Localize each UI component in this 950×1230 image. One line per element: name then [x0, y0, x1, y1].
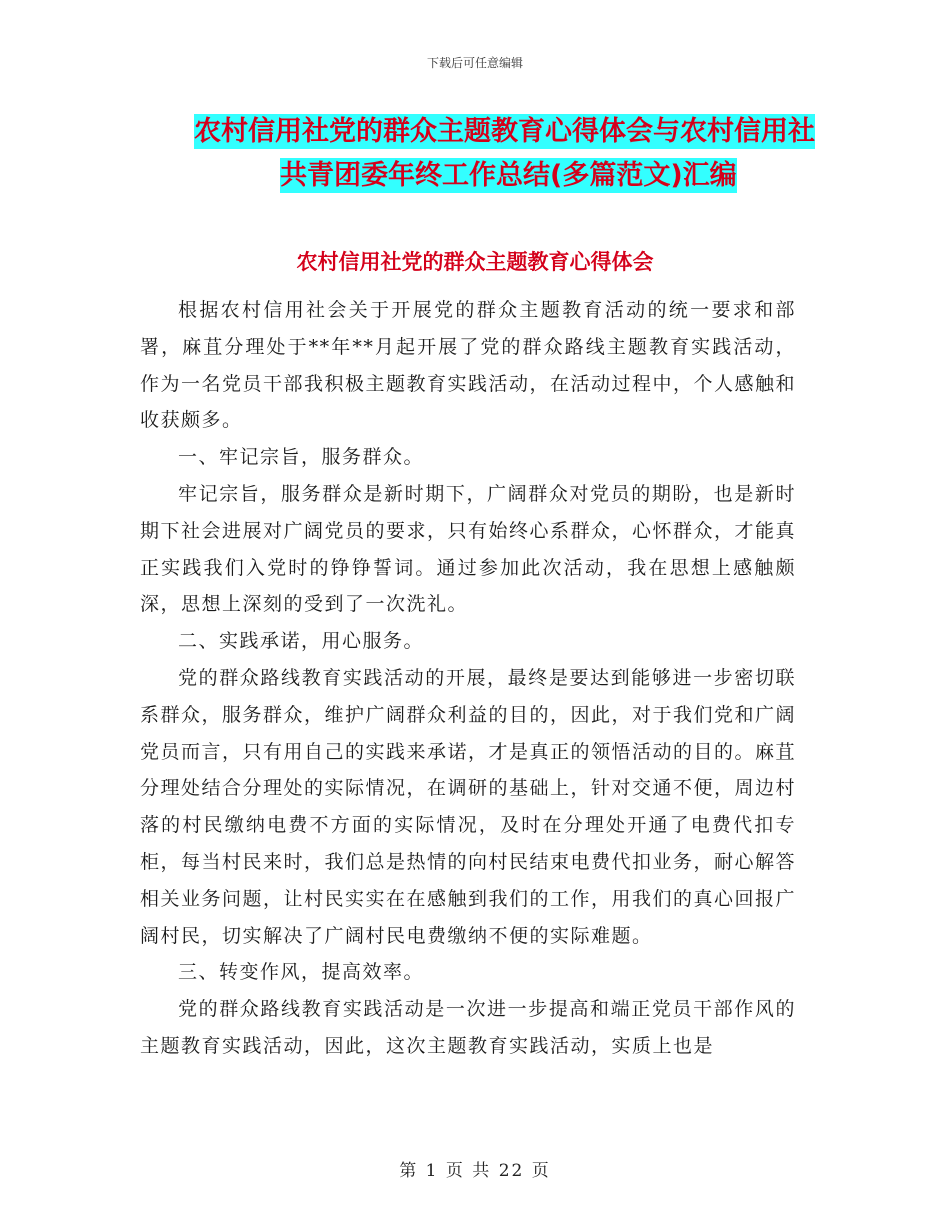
section-title: 农村信用社党的群众主题教育心得体会 [296, 250, 654, 274]
paragraph: 二、实践承诺，用心服务。 [178, 630, 425, 653]
title-line-2 [150, 154, 850, 198]
paragraph: 党的群众路线教育实践活动的开展，最终是要达到能够进一步密切联系群众，服务群众，维护广阔群众利益的目的，因此，对于我们党和广阔党员而言，只有用自己的实践来承诺，才是真正的领悟活动的目的。麻苴分理处结合分理处的实际情况，在调研的基础上，针对交通不便，周边村落的村民缴纳电费不方面的实际情况，及时在分理处开通了电费代扣专柜，每当村民来时，我们总是热情的向村民结束电费代扣业务，耐心解答相关业务问题，让村民实实在在感触到我们的工作，用我们的真心回报广阔村民，切实解决了广阔村民电费缴纳不便的实际难题。 [140, 666, 797, 947]
paragraph: 一、牢记宗旨，服务群众。 [178, 446, 425, 469]
paragraph: 牢记宗旨，服务群众是新时期下，广阔群众对党员的期盼，也是新时期下社会进展对广阔党员的要求，只有始终心系群众，心怀群众，才能真正实践我们入党时的铮铮誓词。通过参加此次活动，我在思想上感触颇深，思想上深刻的受到了一次洗礼。 [140, 482, 797, 616]
document-body [140, 292, 796, 1065]
header-note: 下载后可任意编辑 [426, 56, 523, 70]
document-title [150, 110, 850, 198]
title-line-1 [150, 110, 850, 154]
title-line-1-text: 农村信用社党的群众主题教育心得体会与农村信用社 [194, 116, 815, 147]
paragraph: 三、转变作风，提高效率。 [178, 961, 425, 984]
page-footer: 第 1 页 共 22 页 [399, 1161, 551, 1181]
paragraph: 根据农村信用社会关于开展党的群众主题教育活动的统一要求和部署，麻苴分理处于**年**月起开展了党的群众路线主题教育实践活动，作为一名党员干部我积极主题教育实践活动，在活动过程中，个人感触和收获颇多。 [140, 299, 797, 432]
title-line-2-text: 共青团委年终工作总结(多篇范文)汇编 [280, 160, 737, 191]
paragraph: 党的群众路线教育实践活动是一次进一步提高和端正党员干部作风的主题教育实践活动，因此，这次主题教育实践活动，实质上也是 [140, 998, 796, 1057]
